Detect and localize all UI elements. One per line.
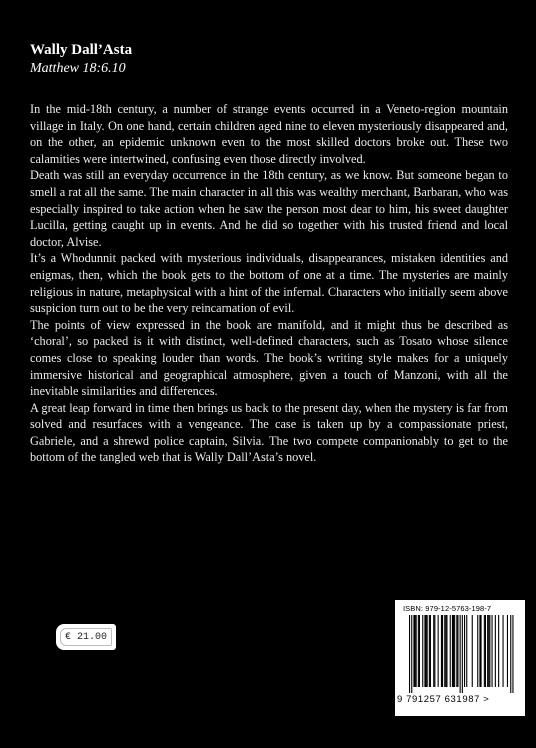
barcode-bar: [479, 615, 480, 687]
barcode-bar: [456, 615, 457, 687]
barcode-bar: [438, 615, 439, 687]
barcode-bar: [503, 615, 504, 687]
blurb-paragraph: In the mid-18th century, a number of strange events occurred in a Veneto-region mountain village in Italy. On one hand, certain children aged nine to eleven mysteriously disappeared and, on the other, an epidemic unknown even to the most skilled doctors broke out. These two calamities were intertwined, confusing even those directly involved.: [30, 102, 508, 166]
blurb-paragraph: A great leap forward in time then brings us back to the present day, when the mystery is far from solved and resurfaces with a vengeance. The case is taken up by a compassionate priest, Gabriele, and a shrewd police captain, Silvia. The two compete companionably to get to the bottom of the tangled web that is Wally Dall’Asta’s novel.: [30, 400, 508, 465]
barcode-bar: [444, 615, 445, 687]
barcode-bar: [441, 615, 442, 687]
blurb-paragraph: Death was still an everyday occurrence in the 18th century, as we know. But someone began to smell a rat all the same. The main character in all this was wealthy merchant, Barbaran, who was especially inspired to take action when he saw the person most dear to him, his sweet daughter Lucilla, getting caught up in events. And he did so together with his trusted friend and local doctor, Alvise.: [30, 168, 508, 249]
barcode-block: [395, 600, 525, 716]
book-title: Matthew 18:6.10: [30, 61, 126, 76]
barcode-bar: [419, 615, 420, 687]
barcode-bar: [454, 615, 455, 687]
barcode-bar: [477, 615, 478, 687]
barcode-bar: [489, 615, 490, 687]
isbn-label: ISBN: 979-12-5763-198-7: [403, 604, 492, 613]
barcode-bar: [434, 615, 435, 687]
barcode-bar: [446, 615, 447, 687]
barcode-bar: [433, 615, 434, 687]
barcode-bar: [416, 615, 417, 687]
barcode-bar: [418, 615, 419, 687]
blurb-paragraph: The points of view expressed in the book are manifold, and it might thus be described as ‘choral’, so packed is it with distinct, well-defined characters, such as Tosato whose silence comes close to speaking louder than words. The book’s writing style makes for a uniquely immersive historical and geographical atmosphere, given a touch of Manzoni, with all the inevitable similarities and differences.: [30, 317, 508, 399]
barcode-bar: [487, 615, 488, 687]
price-label: € 21.00: [64, 631, 107, 643]
barcode-bar: [495, 615, 496, 687]
barcode-bar: [430, 615, 431, 687]
barcode-bar: [464, 615, 465, 687]
barcode-bar: [488, 615, 489, 687]
barcode-bar: [460, 615, 461, 693]
barcode-bar: [512, 615, 513, 693]
barcode-bar: [409, 615, 410, 693]
barcode-bar: [450, 615, 451, 687]
barcode-bar: [457, 615, 458, 687]
price-tag: [56, 624, 116, 650]
barcode-bar: [427, 615, 428, 687]
barcode-bar: [492, 615, 493, 687]
barcode-bar: [510, 615, 511, 693]
barcode-bar: [413, 615, 414, 687]
barcode-bar: [429, 615, 430, 687]
barcode-bar: [484, 615, 485, 687]
barcode-bar: [481, 615, 482, 687]
barcode-bar: [453, 615, 454, 687]
barcode-bar: [424, 615, 425, 687]
barcode-bar: [445, 615, 446, 687]
barcode-bar: [466, 615, 467, 687]
barcode-bar: [426, 615, 427, 687]
barcode-icon: [405, 615, 515, 695]
barcode-bar: [442, 615, 443, 687]
barcode-bar: [498, 615, 499, 687]
author-name: Wally Dall’Asta: [30, 42, 133, 58]
blurb-paragraph: It’s a Whodunnit packed with mysterious individuals, disappearances, mistaken identities and enigmas, then, which the book gets to the bottom of one at a time. The mysteries are mainly religious in nature, metaphysical with a hint of the infernal. Characters who initially seem above suspicion turn out to be the very reincarnation of evil.: [30, 251, 508, 316]
barcode-bar: [485, 615, 486, 687]
barcode-bar: [507, 615, 508, 687]
barcode-bar: [415, 615, 416, 687]
ean-digits: 9 791257 631987 >: [397, 694, 490, 705]
barcode-bar: [472, 615, 473, 687]
barcode-bar: [452, 615, 453, 687]
barcode-bar: [422, 615, 423, 687]
blurb: [30, 101, 508, 466]
barcode-bar: [411, 615, 412, 693]
barcode-bar: [462, 615, 463, 693]
